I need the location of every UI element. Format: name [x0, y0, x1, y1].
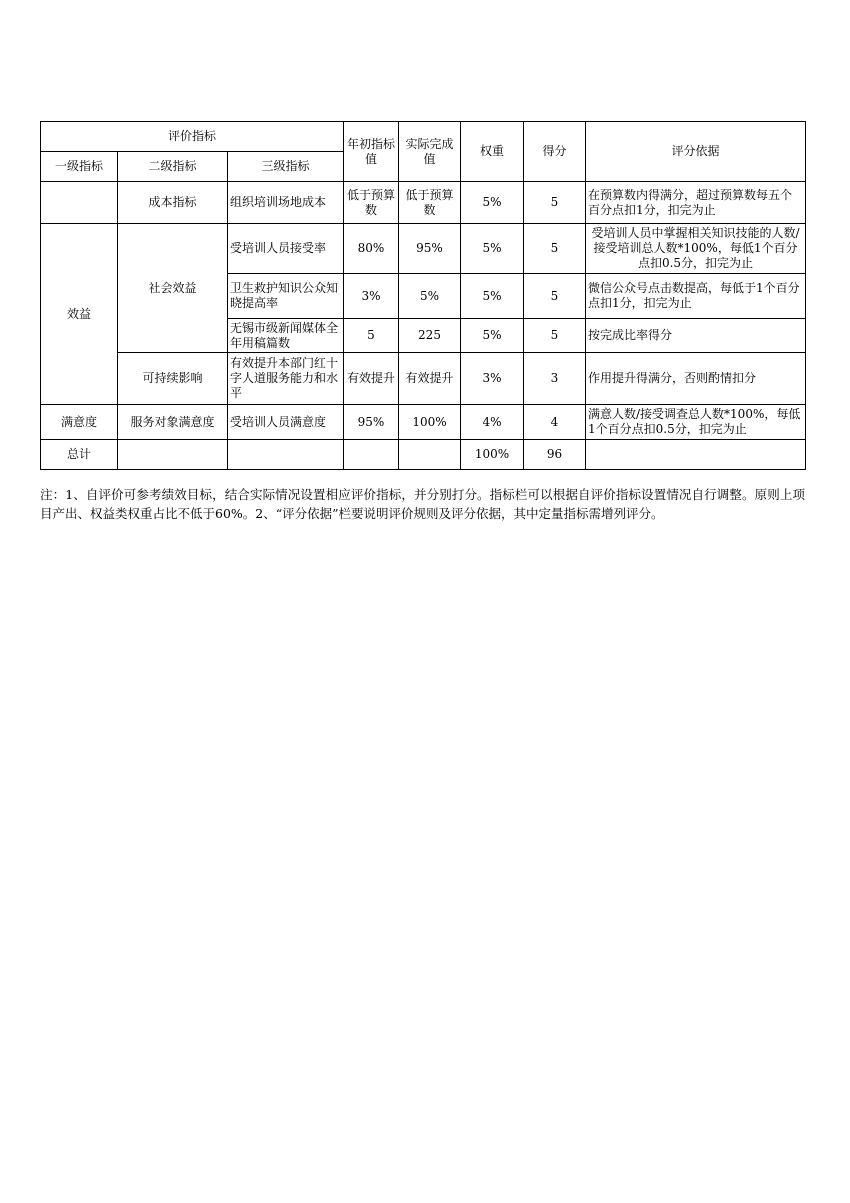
header-level3: 三级指标	[228, 152, 344, 182]
cell-level3: 无锡市级新闻媒体全年用稿篇数	[228, 319, 344, 353]
empty-cell	[118, 440, 228, 470]
cell-score: 5	[524, 319, 586, 353]
cell-level3: 有效提升本部门红十字人道服务能力和水平	[228, 353, 344, 405]
cell-target: 低于预算数	[344, 182, 399, 224]
evaluation-table	[40, 121, 806, 470]
cell-basis: 作用提升得满分，否则酌情扣分	[586, 353, 806, 405]
cell-target: 3%	[344, 274, 399, 319]
table-row	[41, 353, 806, 405]
cell-level1: 满意度	[41, 405, 118, 440]
cell-basis: 按完成比率得分	[586, 319, 806, 353]
total-row	[41, 440, 806, 470]
cell-level3: 受培训人员满意度	[228, 405, 344, 440]
cell-score: 5	[524, 224, 586, 274]
cell-actual: 5%	[399, 274, 461, 319]
cell-weight: 5%	[461, 319, 524, 353]
cell-weight: 5%	[461, 274, 524, 319]
cell-level1: 效益	[41, 224, 118, 405]
evaluation-sheet	[40, 121, 805, 470]
empty-cell	[344, 440, 399, 470]
cell-level2: 成本指标	[118, 182, 228, 224]
cell-target: 有效提升	[344, 353, 399, 405]
total-label: 总计	[41, 440, 118, 470]
cell-actual: 有效提升	[399, 353, 461, 405]
cell-basis: 微信公众号点击数提高，每低于1个百分点扣1分，扣完为止	[586, 274, 806, 319]
cell-basis: 受培训人员中掌握相关知识技能的人数/接受培训总人数*100%，每低1个百分点扣0.5分，扣完为止	[586, 224, 806, 274]
header-level2: 二级指标	[118, 152, 228, 182]
cell-level2: 可持续影响	[118, 353, 228, 405]
cell-target: 80%	[344, 224, 399, 274]
header-basis: 评分依据	[586, 122, 806, 182]
empty-cell	[399, 440, 461, 470]
cell-score: 3	[524, 353, 586, 405]
cell-level1	[41, 182, 118, 224]
cell-target: 95%	[344, 405, 399, 440]
header-row-1	[41, 122, 806, 152]
cell-level2: 服务对象满意度	[118, 405, 228, 440]
total-score: 96	[524, 440, 586, 470]
table-row	[41, 224, 806, 274]
header-indicators: 评价指标	[41, 122, 344, 152]
cell-actual: 95%	[399, 224, 461, 274]
cell-level3: 受培训人员接受率	[228, 224, 344, 274]
empty-cell	[586, 440, 806, 470]
cell-level2: 社会效益	[118, 224, 228, 353]
empty-cell	[228, 440, 344, 470]
cell-weight: 5%	[461, 182, 524, 224]
cell-level3: 组织培训场地成本	[228, 182, 344, 224]
cell-score: 5	[524, 274, 586, 319]
cell-actual: 低于预算数	[399, 182, 461, 224]
cell-weight: 4%	[461, 405, 524, 440]
table-row	[41, 182, 806, 224]
cell-weight: 5%	[461, 224, 524, 274]
cell-score: 5	[524, 182, 586, 224]
header-annual-target: 年初指标值	[344, 122, 399, 182]
cell-level3: 卫生救护知识公众知晓提高率	[228, 274, 344, 319]
cell-basis: 在预算数内得满分，超过预算数每五个百分点扣1分，扣完为止	[586, 182, 806, 224]
table-row	[41, 405, 806, 440]
footnote: 注：1、自评价可参考绩效目标，结合实际情况设置相应评价指标，并分别打分。指标栏可以根据自评价指标设置情况自行调整。原则上项目产出、权益类权重占比不低于60%。2、“评分依据”栏要说明评价规则及评分依据，其中定量指标需增列评分。	[40, 487, 805, 521]
cell-actual: 100%	[399, 405, 461, 440]
header-level1: 一级指标	[41, 152, 118, 182]
cell-target: 5	[344, 319, 399, 353]
cell-actual: 225	[399, 319, 461, 353]
cell-score: 4	[524, 405, 586, 440]
cell-basis: 满意人数/接受调查总人数*100%，每低1个百分点扣0.5分，扣完为止	[586, 405, 806, 440]
header-actual-value: 实际完成值	[399, 122, 461, 182]
total-weight: 100%	[461, 440, 524, 470]
header-score: 得分	[524, 122, 586, 182]
header-weight: 权重	[461, 122, 524, 182]
cell-weight: 3%	[461, 353, 524, 405]
